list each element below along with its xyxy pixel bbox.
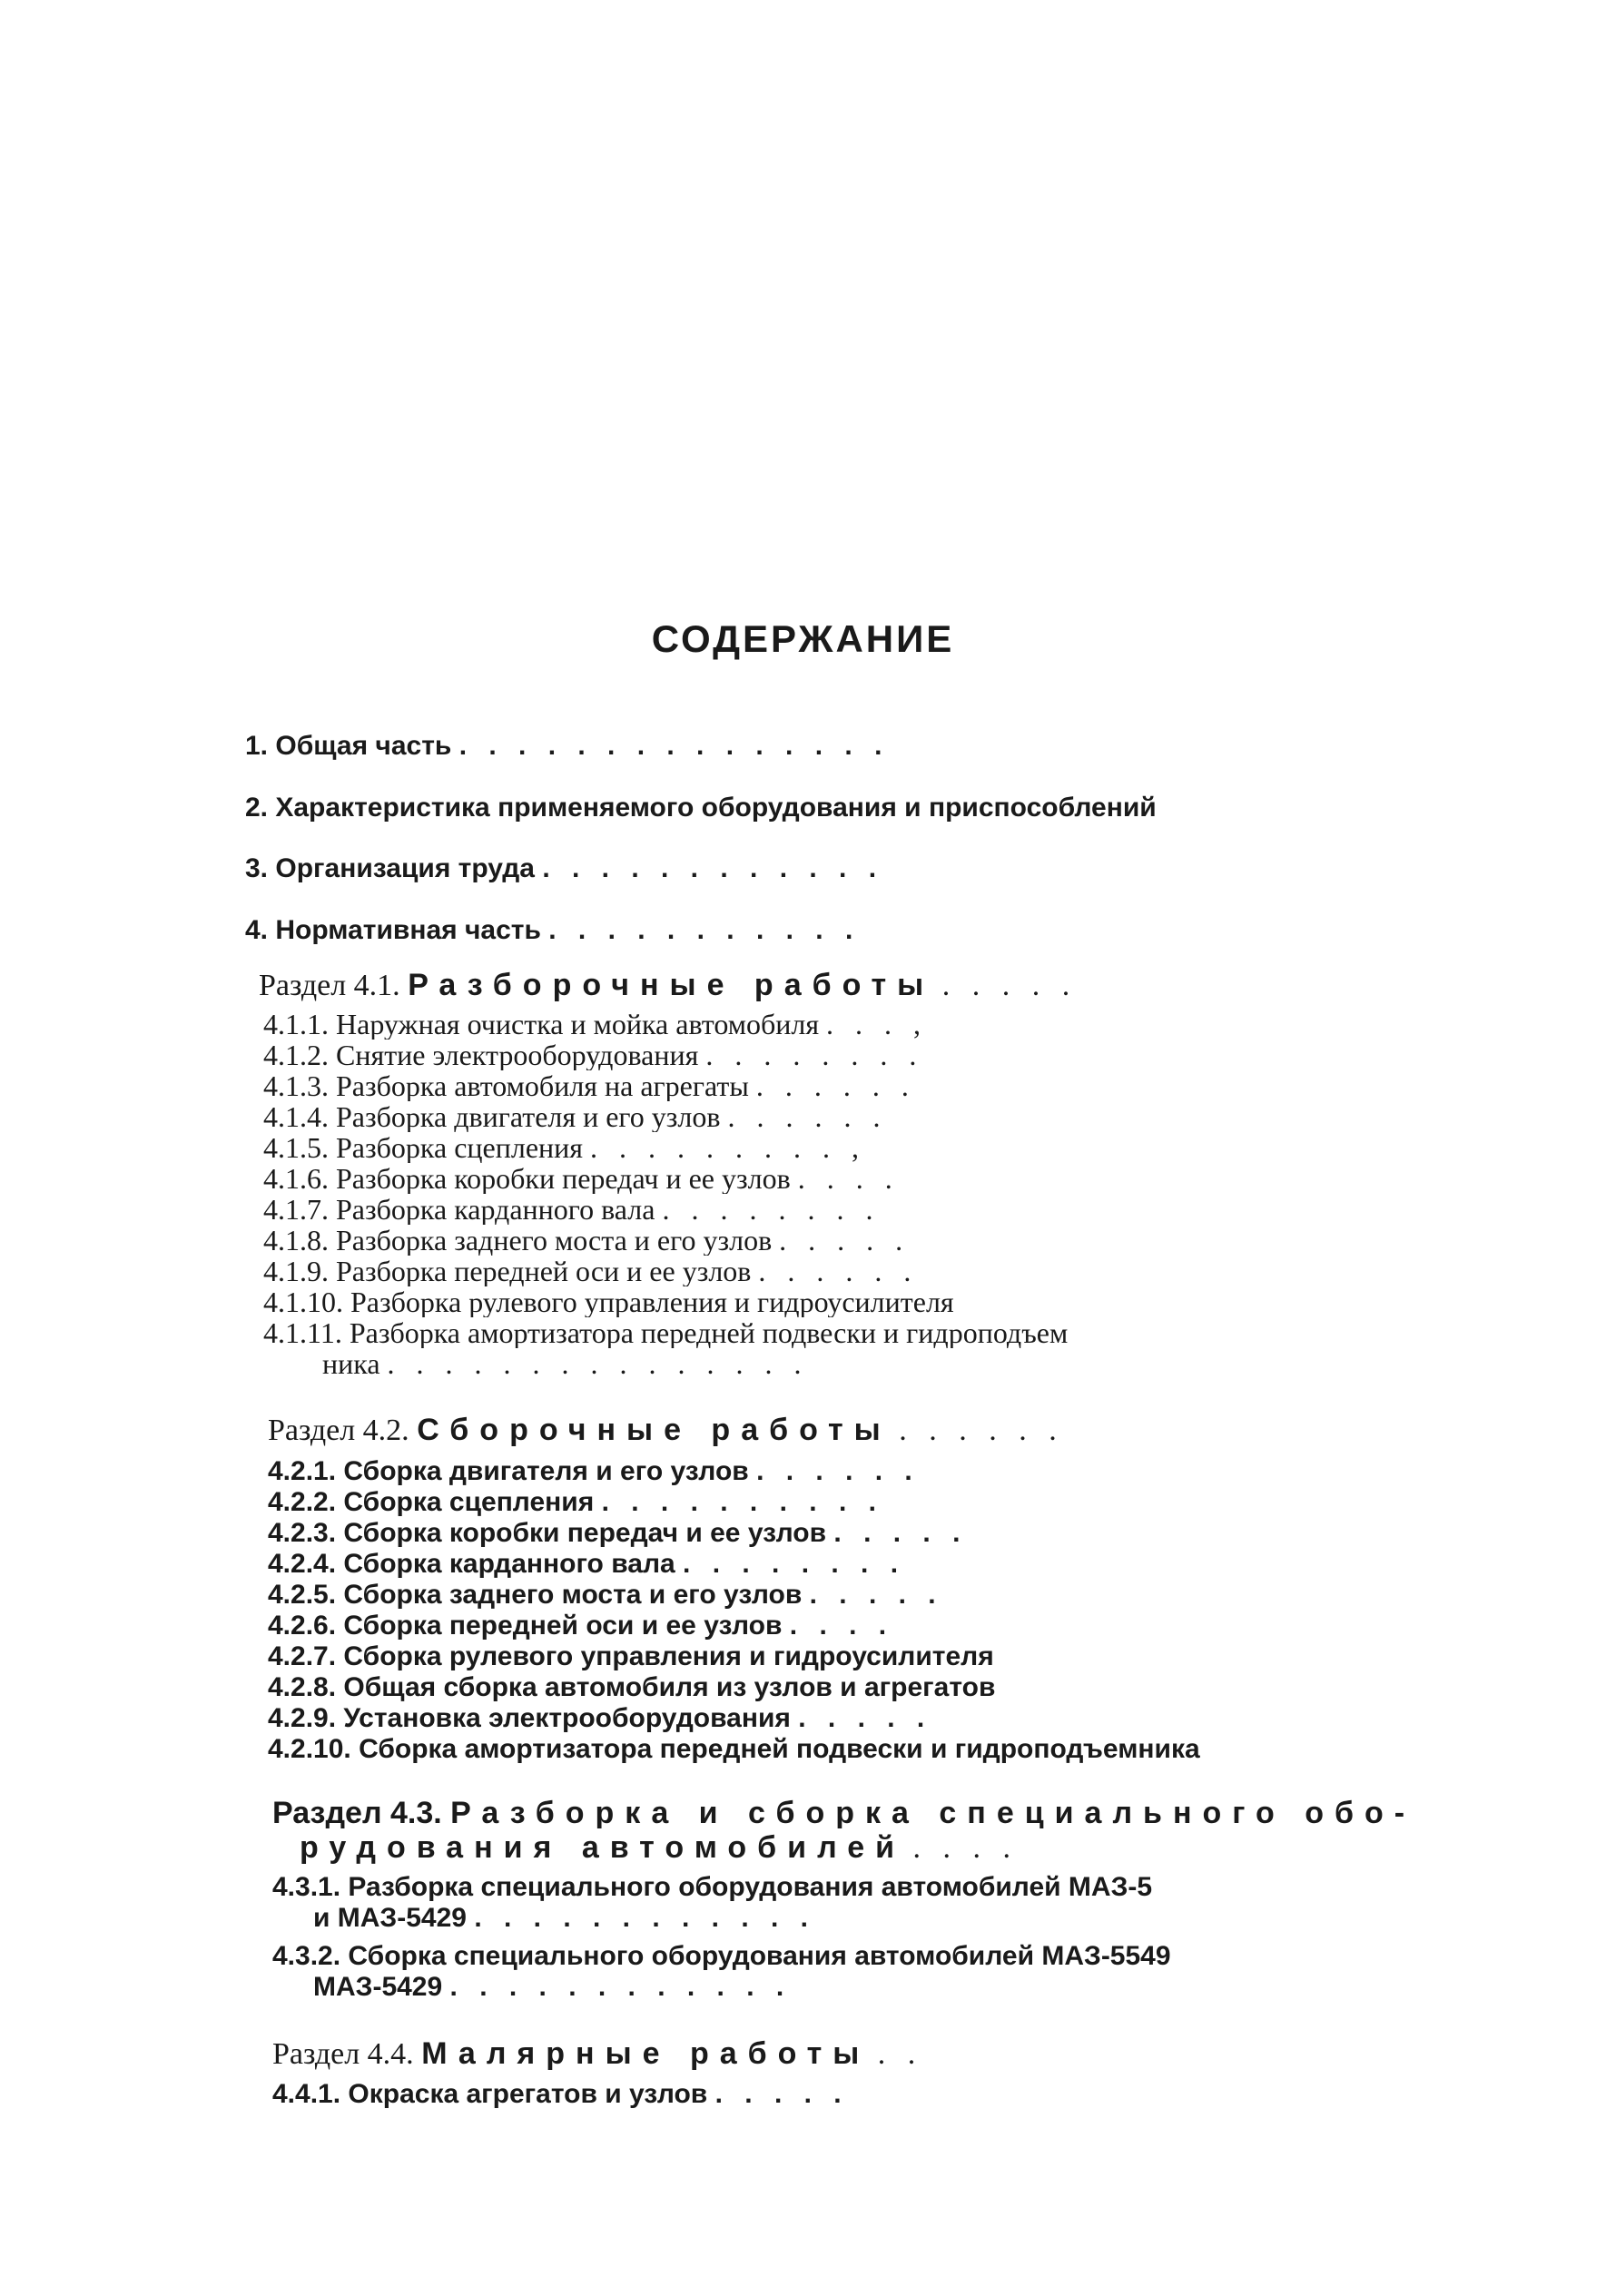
toc-leader-dots: . . . . . . . . . . . . <box>474 1903 816 1933</box>
toc-item-text: 4.1.11. Разборка амортизатора передней подвески и гидроподъем <box>263 1317 1069 1348</box>
toc-item-text: 4.4.1. Окраска агрегатов и узлов <box>272 2079 708 2109</box>
toc-leader-dots: . . <box>877 2038 923 2070</box>
section-heading-continued <box>300 1832 1018 1864</box>
toc-item-text: 4.2.1. Сборка двигателя и его узлов <box>268 1456 749 1486</box>
toc-leader-dots: . . . . . <box>779 1225 911 1256</box>
toc-item <box>268 1611 893 1641</box>
toc-item-text: 4.2.6. Сборка передней оси и ее узлов <box>268 1611 783 1641</box>
toc-leader-dots: . . . . . . . . . . . . . . . <box>458 731 890 761</box>
toc-leader-dots: . . . . . . . . . . . . <box>449 1972 792 2002</box>
toc-item <box>272 2079 849 2110</box>
section-heading <box>272 1798 1415 1828</box>
toc-item <box>263 1070 916 1101</box>
toc-item-text: 4.3.1. Разборка специального оборудования автомобилей МАЗ-5 <box>272 1872 1153 1902</box>
toc-item-text: 4.1.7. Разборка карданного вала <box>263 1194 655 1225</box>
section-prefix: Раздел 4.3. <box>272 1798 442 1828</box>
toc-item <box>263 1225 910 1256</box>
toc-item-text: 4.1.1. Наружная очистка и мойка автомобиля <box>263 1009 820 1040</box>
section-heading <box>259 970 1077 1001</box>
toc-item-text: и МАЗ-5429 <box>313 1903 467 1933</box>
toc-entry <box>245 731 889 762</box>
section-title: Сборочные работы <box>417 1414 892 1446</box>
section-heading <box>272 2038 922 2070</box>
toc-item-text: 4.3.2. Сборка специального оборудования автомобилей МАЗ-5549 <box>272 1941 1171 1971</box>
toc-item <box>263 1317 1068 1348</box>
toc-item <box>322 1348 809 1379</box>
toc-leader-dots: . . . . . <box>941 970 1078 1001</box>
toc-item <box>313 1972 791 2003</box>
toc-item-text: 4.1.4. Разборка двигателя и его узлов <box>263 1101 721 1132</box>
toc-leader-dots: . . . . . . . . . . . <box>548 915 861 945</box>
toc-item-text: 4.2.4. Сборка карданного вала <box>268 1549 675 1579</box>
toc-leader-dots: . . . . <box>912 1832 1019 1864</box>
section-heading <box>268 1414 1064 1446</box>
toc-leader-dots: . . . . . <box>809 1580 943 1610</box>
toc-leader-dots: . . . . . <box>714 2079 849 2109</box>
section-title: Разборка и сборка специального обо- <box>450 1798 1416 1828</box>
toc-leader-dots: . . . . . . <box>755 1070 916 1101</box>
toc-item <box>263 1194 880 1225</box>
toc-item <box>268 1456 920 1487</box>
toc-item <box>263 1163 900 1194</box>
toc-item <box>268 1641 994 1672</box>
page-title: СОДЕРЖАНИЕ <box>651 617 955 660</box>
section-prefix: Раздел 4.4. <box>272 2038 414 2070</box>
toc-leader-dots: . . . . . . <box>756 1456 920 1486</box>
toc-leader-dots: . . . . <box>797 1163 900 1194</box>
toc-item <box>268 1487 883 1518</box>
toc-entry <box>245 793 1157 823</box>
toc-item <box>268 1672 995 1703</box>
toc-item-text: 4.2.3. Сборка коробки передач и ее узлов <box>268 1518 827 1548</box>
toc-item <box>268 1549 905 1580</box>
toc-item-text: 4.2.7. Сборка рулевого управления и гидроусилителя <box>268 1641 994 1671</box>
toc-entry-text: 3. Организация труда <box>245 853 535 883</box>
toc-item <box>268 1703 931 1734</box>
toc-item-text: 4.1.2. Снятие электрооборудования <box>263 1040 699 1070</box>
toc-item <box>263 1286 954 1317</box>
toc-entry-text: 2. Характеристика применяемого оборудования и приспособлений <box>245 793 1157 823</box>
toc-item-text: 4.2.9. Установка электрооборудования <box>268 1703 791 1733</box>
toc-item <box>268 1580 943 1611</box>
toc-leader-dots: . . . . . . . . . . . . <box>542 853 884 883</box>
toc-item-text: 4.1.8. Разборка заднего моста и его узлов <box>263 1225 773 1256</box>
toc-leader-dots: . . . . . <box>833 1518 968 1548</box>
toc-item-text: 4.2.2. Сборка сцепления <box>268 1487 595 1517</box>
toc-item-text: ника <box>322 1348 380 1379</box>
section-title: Разборочные работы <box>408 970 935 1001</box>
toc-item-text: МАЗ-5429 <box>313 1972 443 2002</box>
section-prefix: Раздел 4.2. <box>268 1414 409 1446</box>
toc-leader-dots: . . . . . . . . <box>683 1549 906 1579</box>
toc-item-text: 4.1.5. Разборка сцепления <box>263 1132 583 1163</box>
toc-entry <box>245 915 860 946</box>
toc-leader-dots: . . . . . . <box>727 1101 888 1132</box>
toc-item-text: 4.2.5. Сборка заднего моста и его узлов <box>268 1580 803 1610</box>
toc-leader-dots: . . . . . . <box>899 1414 1064 1446</box>
toc-leader-dots: . . . . . <box>798 1703 932 1733</box>
toc-leader-dots: . . . . <box>789 1611 894 1641</box>
toc-item <box>263 1101 887 1132</box>
toc-item <box>263 1256 918 1286</box>
toc-item-text: 4.1.9. Разборка передней оси и ее узлов <box>263 1256 752 1286</box>
toc-item-text: 4.2.10. Сборка амортизатора передней подвески и гидроподъемника <box>268 1734 1200 1764</box>
toc-item <box>268 1518 967 1549</box>
toc-item <box>268 1734 1200 1765</box>
toc-item-text: 4.1.6. Разборка коробки передач и ее узлов <box>263 1163 791 1194</box>
toc-leader-dots: . . . . . . . . <box>705 1040 924 1070</box>
toc-item-text: 4.1.10. Разборка рулевого управления и гидроусилителя <box>263 1286 954 1317</box>
toc-item <box>272 1941 1171 1972</box>
toc-entry-text: 1. Общая часть <box>245 731 452 761</box>
section-title-line2: рудования автомобилей <box>300 1832 906 1864</box>
section-prefix: Раздел 4.1. <box>259 970 400 1001</box>
toc-item <box>263 1132 866 1163</box>
toc-item-text: 4.2.8. Общая сборка автомобиля из узлов и агрегатов <box>268 1672 996 1702</box>
toc-leader-dots: . . . . . . . . . . . . . . . <box>387 1348 809 1379</box>
toc-item <box>272 1872 1152 1903</box>
section-title: Малярные работы <box>421 2038 871 2070</box>
toc-item <box>263 1040 923 1070</box>
toc-entry <box>245 853 883 884</box>
toc-leader-dots: . . . . . . . . . , <box>589 1132 866 1163</box>
toc-leader-dots: . . . . . . <box>758 1256 919 1286</box>
toc-item <box>263 1009 928 1040</box>
toc-item <box>313 1903 815 1934</box>
toc-leader-dots: . . . , <box>826 1009 929 1040</box>
toc-leader-dots: . . . . . . . . <box>662 1194 881 1225</box>
toc-entry-text: 4. Нормативная часть <box>245 915 541 945</box>
toc-leader-dots: . . . . . . . . . . <box>601 1487 883 1517</box>
toc-item-text: 4.1.3. Разборка автомобиля на агрегаты <box>263 1070 749 1101</box>
